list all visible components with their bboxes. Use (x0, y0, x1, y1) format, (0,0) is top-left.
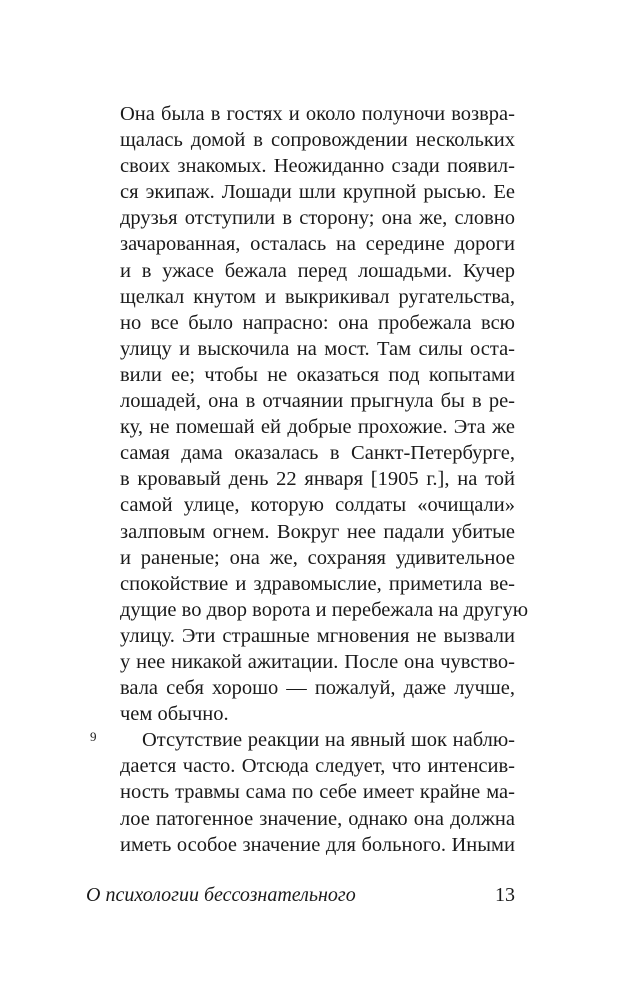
paragraph-1 (120, 101, 529, 727)
text-line: лое патогенное значение, однако она должна (120, 807, 515, 830)
text-line: у нее никакой ажитации. После она чувство- (120, 650, 515, 673)
body-text (120, 101, 529, 858)
text-line: и в ужасе бежала перед лошадьми. Кучер (120, 259, 515, 282)
text-line: ку, не помешай ей добрые прохожие. Эта же (120, 416, 515, 439)
text-line: дается часто. Отсюда следует, что интенсив- (120, 755, 515, 778)
text-line: улицу. Эти страшные мгновения не вызвали (120, 624, 515, 647)
text-line: Отсутствие реакции на явный шок наблю- (142, 729, 515, 752)
text-line: самой улице, которую солдаты «очищали» (120, 494, 515, 517)
text-line: и раненые; она же, сохраняя удивительное (120, 546, 515, 569)
text-line: щелкал кнутом и выкрикивал ругательства, (120, 285, 515, 308)
text-line: щалась домой в сопровождении нескольких (120, 129, 515, 152)
paragraph-2 (120, 727, 515, 857)
text-line: в кровавый день 22 января [1905 г.], на той (120, 468, 515, 491)
text-line: залповым огнем. Вокруг нее падали убитые (120, 520, 515, 543)
text-line: но все было напрасно: она пробежала всю (120, 311, 515, 334)
text-line: друзья отступили в сторону; она же, словно (120, 207, 515, 230)
text-line: спокойствие и здравомыслие, приметила ве- (120, 572, 515, 595)
text-line: вала себя хорошо — пожалуй, даже лучше, (120, 677, 515, 700)
paragraph-number: 9 (90, 729, 97, 744)
text-line: иметь особое значение для больного. Иными (120, 833, 515, 856)
text-line: зачарованная, осталась на середине дороги (120, 233, 515, 256)
text-line: чем обычно. (120, 703, 229, 726)
running-footer-title: О психологии бессознательного (86, 884, 356, 906)
text-line: своих знакомых. Неожиданно сзади появил- (120, 155, 515, 178)
text-line: ся экипаж. Лошади шли крупной рысью. Ее (120, 181, 515, 204)
text-line: лошадей, она в отчаянии прыгнула бы в ре- (120, 390, 515, 413)
text-line: вили ее; чтобы не оказаться под копытами (120, 363, 515, 386)
page-number: 13 (495, 884, 515, 906)
text-line: дущие во двор ворота и перебежала на другую (120, 598, 529, 621)
text-line: ность травмы сама по себе имеет крайне ма- (120, 781, 515, 804)
text-line: Она была в гостях и около полуночи возвра- (120, 103, 515, 125)
text-line: улицу и выскочила на мост. Там силы оста- (120, 337, 515, 360)
text-line: самая дама оказалась в Санкт-Петербурге, (120, 442, 515, 465)
